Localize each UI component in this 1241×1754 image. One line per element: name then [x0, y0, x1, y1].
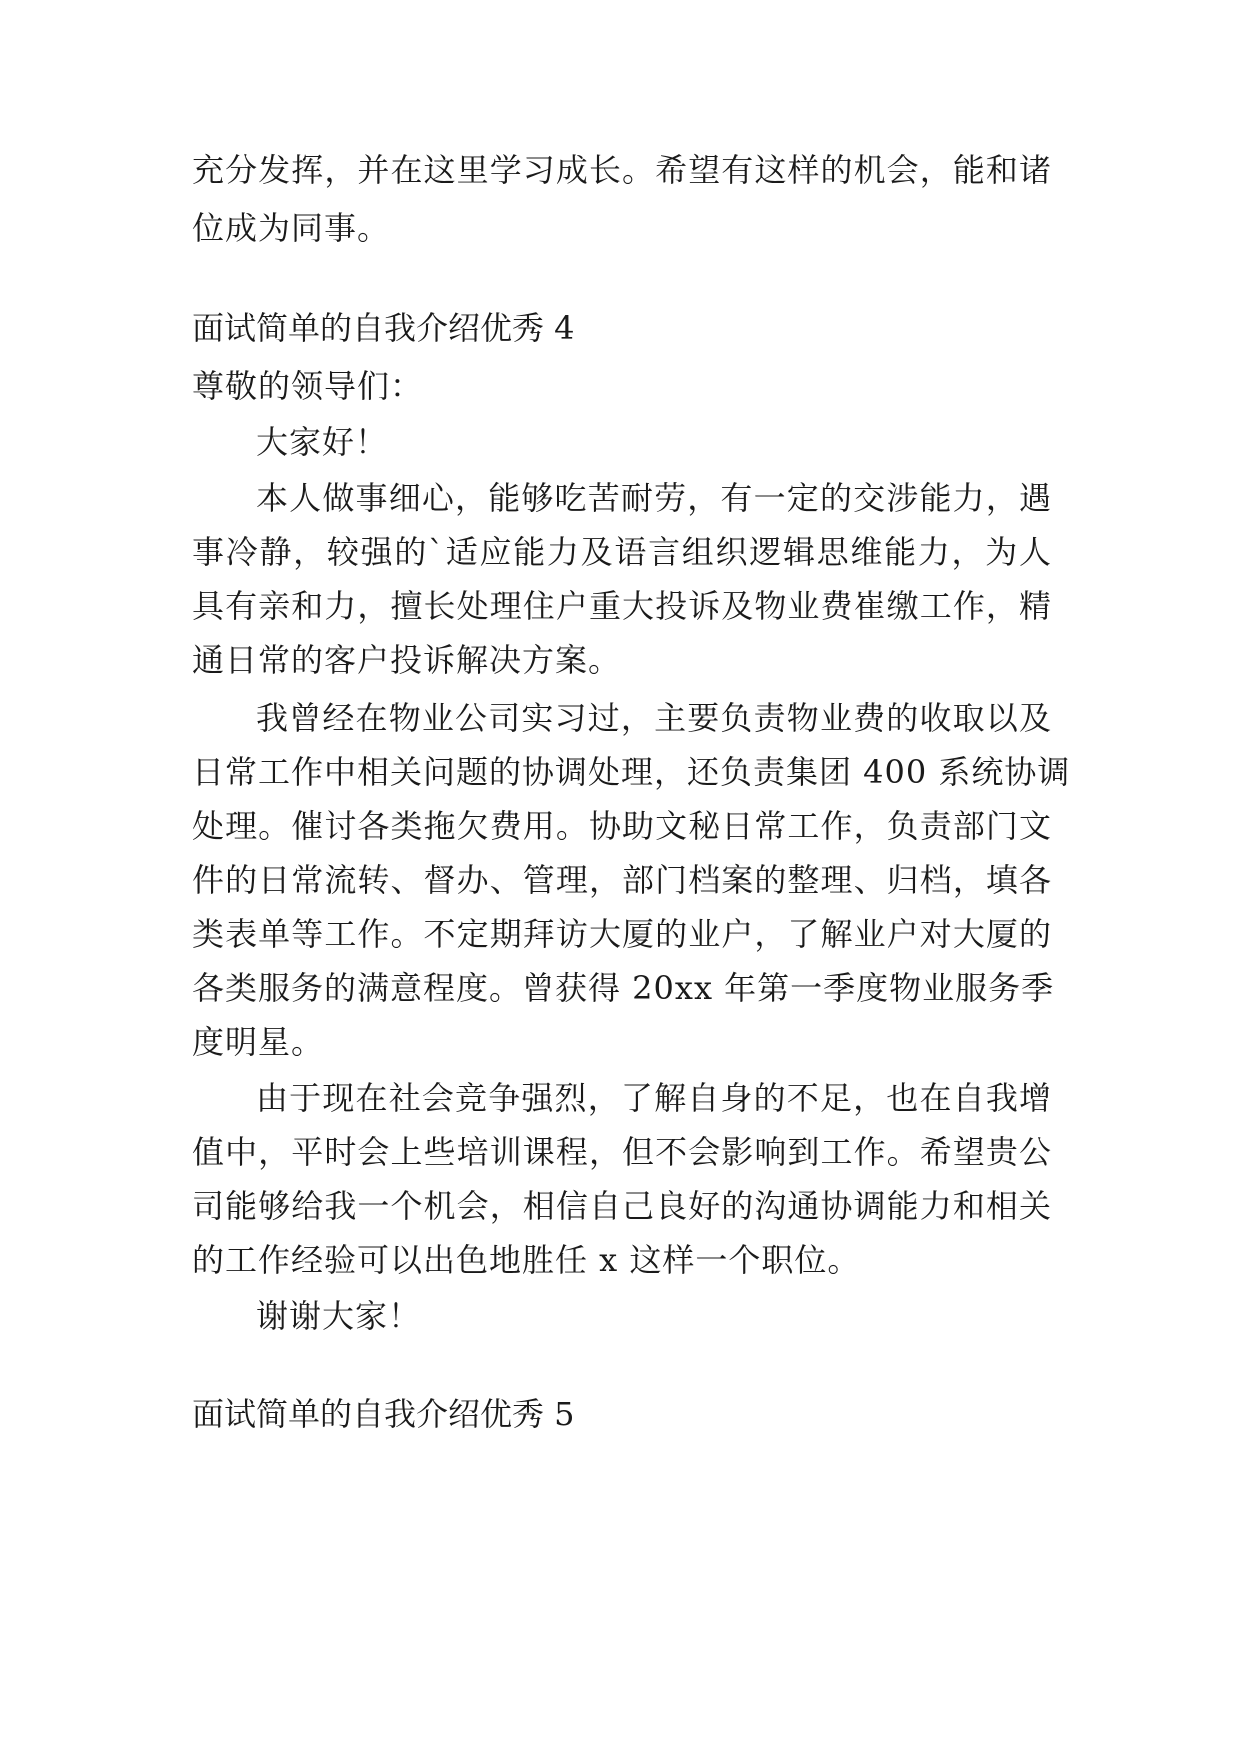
text-line: 的工作经验可以出色地胜任 x 这样一个职位。 [192, 1241, 861, 1279]
text-line: 事冷静，较强的`适应能力及语言组织逻辑思维能力，为人 [192, 533, 1052, 571]
text-line: 通日常的客户投诉解决方案。 [192, 641, 622, 679]
text-line: 类表单等工作。不定期拜访大厦的业户，了解业户对大厦的 [192, 915, 1052, 953]
text-line: 具有亲和力，擅长处理住户重大投诉及物业费崔缴工作，精 [192, 587, 1052, 625]
section-heading-4: 面试简单的自我介绍优秀 4 [192, 309, 575, 347]
text-line: 本人做事细心，能够吃苦耐劳，有一定的交涉能力，遇 [256, 479, 1052, 517]
text-line: 我曾经在物业公司实习过，主要负责物业费的收取以及 [256, 699, 1052, 737]
greeting: 大家好！ [256, 423, 389, 461]
text-line: 值中，平时会上些培训课程，但不会影响到工作。希望贵公 [192, 1133, 1052, 1171]
text-line: 司能够给我一个机会，相信自己良好的沟通协调能力和相关 [192, 1187, 1052, 1225]
text-line: 处理。催讨各类拖欠费用。协助文秘日常工作，负责部门文 [192, 807, 1052, 845]
text-line: 件的日常流转、督办、管理，部门档案的整理、归档，填各 [192, 861, 1052, 899]
text-line: 日常工作中相关问题的协调处理，还负责集团 400 系统协调 [192, 753, 1071, 791]
section-heading-5: 面试简单的自我介绍优秀 5 [192, 1395, 575, 1433]
text-line: 充分发挥，并在这里学习成长。希望有这样的机会，能和诸 [192, 151, 1052, 189]
text-line: 各类服务的满意程度。曾获得 20xx 年第一季度物业服务季 [192, 969, 1055, 1007]
text-line: 度明星。 [192, 1023, 325, 1061]
thanks-line: 谢谢大家！ [256, 1297, 422, 1335]
text-line: 位成为同事。 [192, 209, 391, 247]
salutation: 尊敬的领导们： [192, 367, 424, 405]
text-line: 由于现在社会竞争强烈，了解自身的不足，也在自我增 [256, 1079, 1052, 1117]
